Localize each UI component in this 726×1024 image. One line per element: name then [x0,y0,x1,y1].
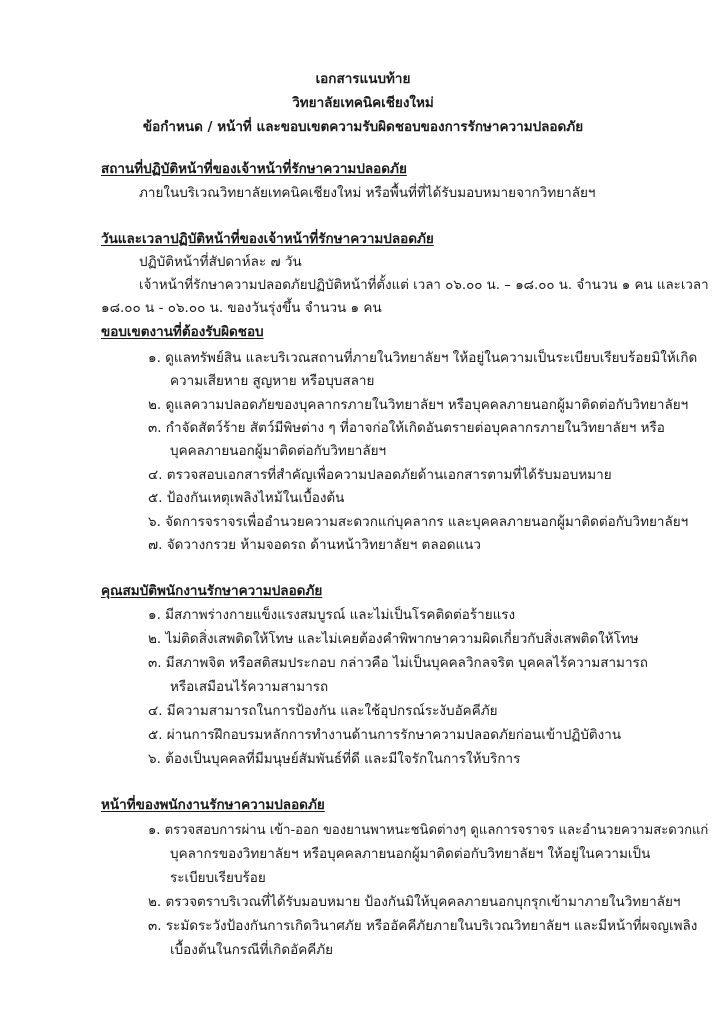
duty-item: ๑. ตรวจสอบการผ่าน เข้า-ออก ของยานพาหนะชนิดต่างๆ ดูแลการจราจร และอำนวยความสะดวกแก่ [148,822,709,838]
section-title-scope: ขอบเขตงานที่ต้องรับผิดชอบ [101,324,264,340]
section-title-duties: หน้าที่ของพนักงานรักษาความปลอดภัย [101,797,325,813]
qualification-item: ๕. ผ่านการฝึกอบรมหลักการทำงานด้านการรักษาความปลอดภัยก่อนเข้าปฏิบัติงาน [148,727,622,743]
duty-item-cont: เบื้องต้นในกรณีที่เกิดอัคคีภัย [170,942,334,958]
scope-item: ๓. กำจัดสัตว์ร้าย สัตว์มีพิษต่าง ๆ ที่อาจก่อให้เกิดอันตรายต่อบุคลากรภายในวิทยาลัยฯ หรือ [148,420,665,436]
qualification-item: ๖. ต้องเป็นบุคคลที่มีมนุษย์สัมพันธ์ที่ดี และมีใจรักในการให้บริการ [148,751,521,767]
scope-item-cont: บุคคลภายนอกผู้มาติดต่อกับวิทยาลัยฯ [170,443,387,459]
schedule-line-3: ๑๘.๐๐ น - ๐๖.๐๐ น. ของวันรุ่งขึ้น จำนวน ๑ คน [101,300,382,316]
scope-item: ๒. ดูแลความปลอดภัยของบุคลากรภายในวิทยาลัยฯ หรือบุคคลภายนอกผู้มาติดต่อกับวิทยาลัยฯ [148,397,689,413]
schedule-line-1: ปฏิบัติหน้าที่สัปดาห์ละ ๗ วัน [139,254,302,270]
qualification-item-cont: หรือเสมือนไร้ความสามารถ [170,679,329,695]
qualification-item: ๓. มีสภาพจิต หรือสติสมประกอบ กล่าวคือ ไม่เป็นบุคคลวิกลจริต บุคคลไร้ความสามารถ [148,655,648,671]
workplace-text: ภายในบริเวณวิทยาลัยเทคนิคเชียงใหม่ หรือพื้นที่ที่ได้รับมอบหมายจากวิทยาลัยฯ [139,185,596,201]
scope-item: ๑. ดูแลทรัพย์สิน และบริเวณสถานที่ภายในวิทยาลัยฯ ให้อยู่ในความเป็นระเบียบเรียบร้อยมิให้เกิด [148,350,698,366]
qualification-item: ๑. มีสภาพร่างกายแข็งแรงสมบูรณ์ และไม่เป็นโรคติดต่อร้ายแรง [148,607,516,623]
schedule-line-2: เจ้าหน้าที่รักษาความปลอดภัยปฏิบัติหน้าที่ตั้งแต่ เวลา ๐๖.๐๐ น. – ๑๘.๐๐ น. จำนวน ๑ คน และเวลา [139,277,709,293]
qualification-item: ๒. ไม่ติดสิ่งเสพติดให้โทษ และไม่เคยต้องคำพิพากษาความผิดเกี่ยวกับสิ่งเสพติดให้โทษ [148,631,639,647]
header-line-2: วิทยาลัยเทคนิคเชียงใหม่ [292,95,434,111]
duty-item-cont: บุคลากรของวิทยาลัยฯ หรือบุคคลภายนอกผู้มาติดต่อกับวิทยาลัยฯ ให้อยู่ในความเป็น [170,846,651,862]
section-title-schedule: วันและเวลาปฏิบัติหน้าที่ของเจ้าหน้าที่รักษาความปลอดภัย [101,231,434,247]
duty-item-cont: ระเบียบเรียบร้อย [170,870,266,886]
qualification-item: ๔. มีความสามารถในการป้องกัน และใช้อุปกรณ์ระงับอัคคีภัย [148,703,498,719]
scope-item: ๗. จัดวางกรวย ห้ามจอดรถ ด้านหน้าวิทยาลัยฯ ตลอดแนว [148,537,481,553]
scope-item: ๕. ป้องกันเหตุเพลิงไหม้ในเบื้องต้น [148,490,345,506]
header-line-1: เอกสารแนบท้าย [315,71,411,87]
scope-item: ๖. จัดการจราจรเพื่ออำนวยความสะดวกแก่บุคลากร และบุคคลภายนอกผู้มาติดต่อกับวิทยาลัยฯ [148,514,689,530]
duty-item: ๓. ระมัดระวังป้องกันการเกิดวินาศภัย หรืออัคคีภัยภายในบริเวณวิทยาลัยฯ และมีหน้าที่ผจญเพลิง [148,918,698,934]
section-title-workplace: สถานที่ปฏิบัติหน้าที่ของเจ้าหน้าที่รักษาความปลอดภัย [101,161,407,177]
duty-item: ๒. ตรวจตราบริเวณที่ได้รับมอบหมาย ป้องกันมิให้บุคคลภายนอกบุกรุกเข้ามาภายในวิทยาลัยฯ [148,894,681,910]
section-title-qualifications: คุณสมบัติพนักงานรักษาความปลอดภัย [101,583,323,599]
header-line-3: ข้อกำหนด / หน้าที่ และขอบเขตความรับผิดชอบของการรักษาความปลอดภัย [142,119,584,135]
scope-item: ๔. ตรวจสอบเอกสารที่สำคัญเพื่อความปลอดภัยด้านเอกสารตามที่ได้รับมอบหมาย [148,467,612,483]
scope-item-cont: ความเสียหาย สูญหาย หรือบุบสลาย [170,373,375,389]
